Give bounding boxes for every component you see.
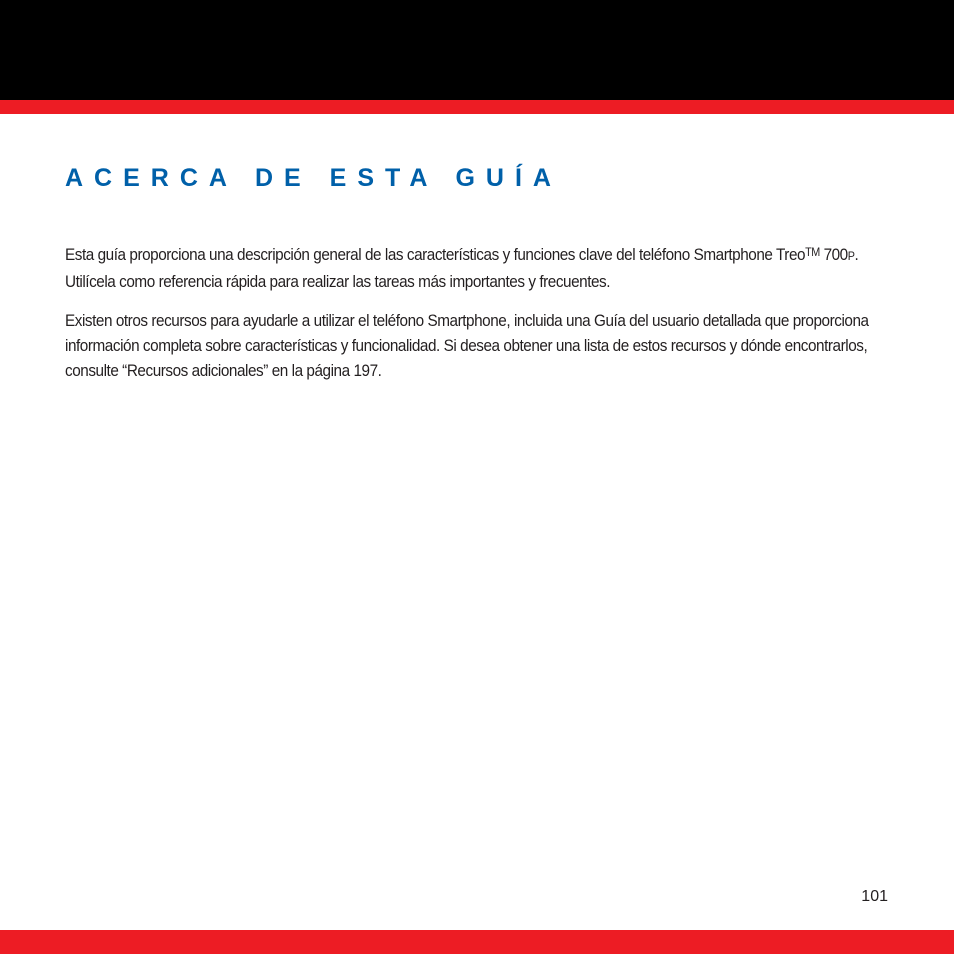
body-text [65, 240, 895, 397]
model-suffix: P [847, 249, 855, 263]
trademark-symbol: TM [805, 245, 820, 259]
page-number: 101 [861, 888, 888, 905]
model-number: 700 [819, 245, 848, 264]
footer-red-stripe [0, 930, 954, 954]
header-red-stripe [0, 100, 954, 114]
paragraph-intro [65, 240, 893, 294]
paragraph-intro-part1: Esta guía proporciona una descripción general de las características y funciones clave del teléfono Smartphone Treo [65, 245, 806, 264]
paragraph-resources: Existen otros recursos para ayudarle a utilizar el teléfono Smartphone, incluida una Guía del usuario detallada que proporciona información completa sobre características y funcionalidad. Si desea obtener una lista de estos recursos y dónde encontrarlos, consulte “Recursos adicionales” en la página 197. [65, 311, 869, 380]
header-black-band [0, 0, 954, 100]
page-title: ACERCA DE ESTA GUÍA [65, 164, 562, 192]
paragraph-intro-part2: . Utilícela como referencia rápida para realizar las tareas más importantes y frecuentes. [65, 245, 859, 291]
